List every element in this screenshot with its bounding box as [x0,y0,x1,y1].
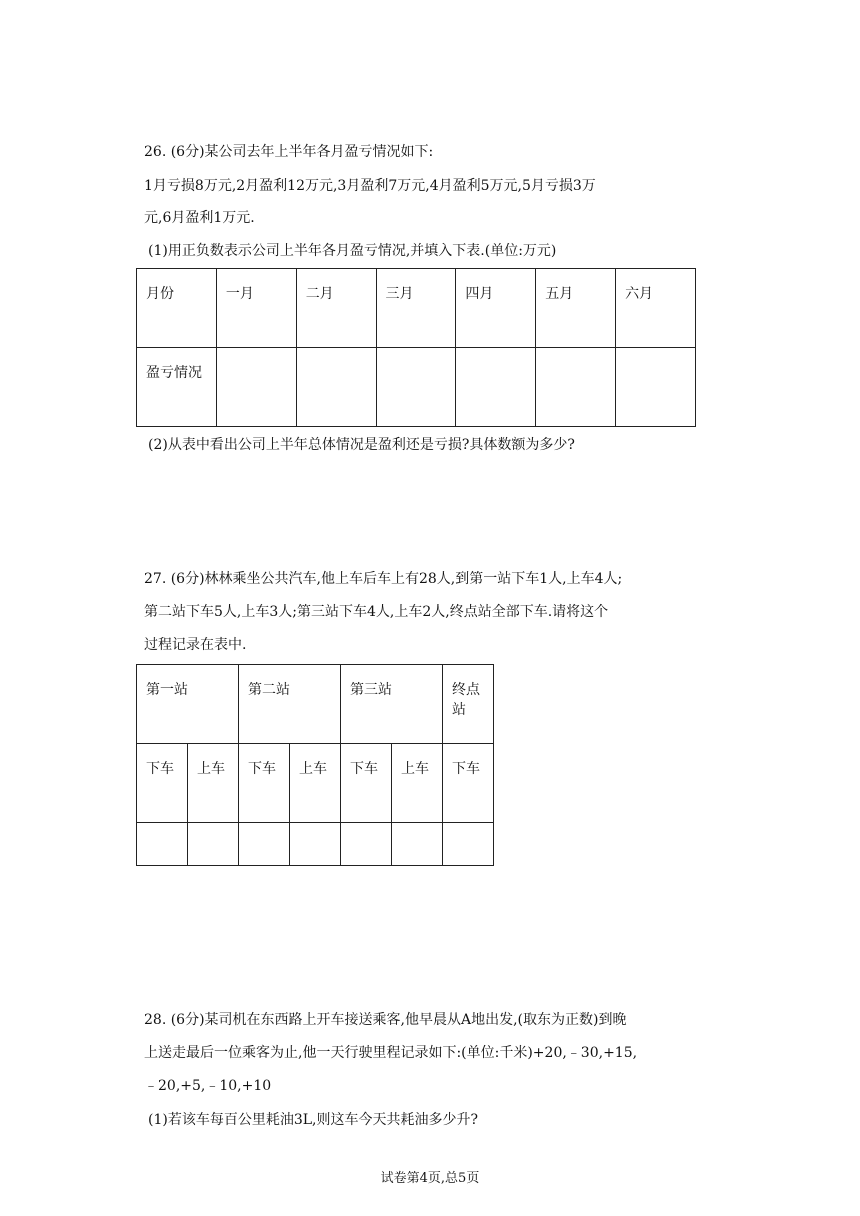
action-on-3: 上车 [392,744,443,823]
station-3: 第三站 [341,665,443,744]
header-mar: 三月 [376,269,456,348]
action-on-2: 上车 [290,744,341,823]
answer-cell-mar[interactable] [376,348,456,427]
header-feb: 二月 [296,269,376,348]
header-may: 五月 [536,269,616,348]
table-row-profit-loss [137,348,696,427]
answer-cell-jan[interactable] [216,348,296,427]
answer-cell[interactable] [137,823,188,866]
answer-cell[interactable] [239,823,290,866]
profit-loss-table [136,268,696,427]
q27-text-line1: 第二站下车5人,上车3人;第三站下车4人,上车2人,终点站全部下车.请将这个 [144,604,609,620]
answer-cell-apr[interactable] [456,348,536,427]
row-label-profit-loss: 盈亏情况 [137,348,217,427]
table-row-actions [137,744,494,823]
header-jan: 一月 [216,269,296,348]
q28-text-line1: 上送走最后一位乘客为止,他一天行驶里程记录如下:(单位:千米)+20,﹣30,+15, [144,1045,638,1061]
action-on-1: 上车 [188,744,239,823]
action-off-terminal: 下车 [443,744,494,823]
answer-cell-feb[interactable] [296,348,376,427]
action-off-2: 下车 [239,744,290,823]
action-off-1: 下车 [137,744,188,823]
answer-cell[interactable] [443,823,494,866]
table-row-answers [137,823,494,866]
q27-title: 27. (6分)林林乘坐公共汽车,他上车后车上有28人,到第一站下车1人,上车4人; [144,571,623,587]
action-off-3: 下车 [341,744,392,823]
header-jun: 六月 [616,269,696,348]
q28-sub1: (1)若该车每百公里耗油3L,则这车今天共耗油多少升? [148,1112,478,1128]
q27-text-line2: 过程记录在表中. [144,637,247,653]
station-terminal: 终点站 [443,665,494,744]
answer-cell-may[interactable] [536,348,616,427]
q28-title: 28. (6分)某司机在东西路上开车接送乘客,他早晨从A地出发,(取东为正数)到晚 [144,1012,627,1028]
q26-sub1: (1)用正负数表示公司上半年各月盈亏情况,并填入下表.(单位:万元) [148,243,557,259]
answer-cell[interactable] [341,823,392,866]
answer-cell[interactable] [392,823,443,866]
table-row-stations [137,665,494,744]
q26-title: 26. (6分)某公司去年上半年各月盈亏情况如下: [144,144,434,160]
answer-cell-jun[interactable] [616,348,696,427]
bus-record-table [136,664,494,866]
q28-text-line2: ﹣20,+5,﹣10,+10 [144,1078,272,1094]
answer-cell[interactable] [188,823,239,866]
header-month: 月份 [137,269,217,348]
q26-sub2: (2)从表中看出公司上半年总体情况是盈利还是亏损?具体数额为多少? [148,437,575,453]
answer-cell[interactable] [290,823,341,866]
header-apr: 四月 [456,269,536,348]
station-2: 第二站 [239,665,341,744]
q26-text-line1: 1月亏损8万元,2月盈利12万元,3月盈利7万元,4月盈利5万元,5月亏损3万 [144,178,596,194]
station-1: 第一站 [137,665,239,744]
page-footer: 试卷第4页,总5页 [380,1171,480,1186]
table-row-months [137,269,696,348]
q26-text-line2: 元,6月盈利1万元. [144,210,255,226]
